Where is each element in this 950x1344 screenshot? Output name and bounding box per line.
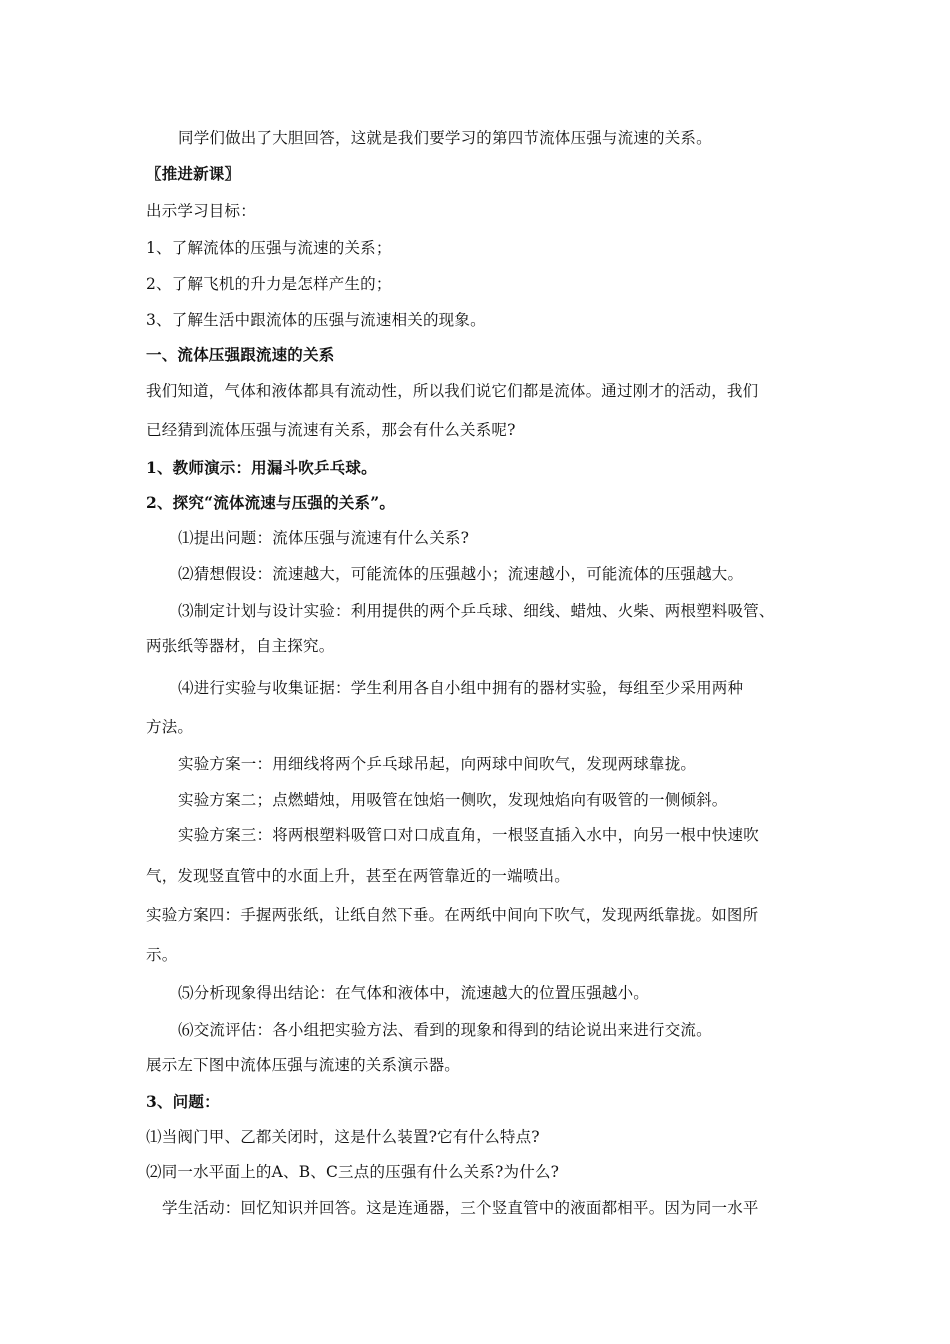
- text-line: ⑷进行实验与收集证据：学生利用各自小组中拥有的器材实验，每组至少采用两种: [178, 679, 744, 697]
- text-line: 出示学习目标：: [146, 202, 256, 220]
- text-line: 我们知道，气体和液体都具有流动性，所以我们说它们都是流体。通过刚才的活动，我们: [146, 382, 759, 400]
- text-line: 已经猜到流体压强与流速有关系，那会有什么关系呢?: [146, 421, 516, 439]
- question-item: ⑵同一水平面上的A、B、C三点的压强有什么关系?为什么?: [146, 1163, 560, 1181]
- text-line: 同学们做出了大胆回答，这就是我们要学习的第四节流体压强与流速的关系。: [178, 129, 712, 147]
- experiment-plan: 实验方案三：将两根塑料吸管口对口成直角，一根竖直插入水中，向另一根中快速吹: [178, 826, 759, 844]
- experiment-plan: 实验方案一：用细线将两个乒乓球吊起，向两球中间吹气，发现两球靠拢。: [178, 755, 697, 773]
- experiment-plan: 实验方案四：手握两张纸，让纸自然下垂。在两纸中间向下吹气，发现两纸靠拢。如图所: [146, 906, 759, 924]
- experiment-plan: 实验方案二；点燃蜡烛，用吸管在蚀焰一侧吹，发现烛焰向有吸管的一侧倾斜。: [178, 791, 728, 809]
- text-line: 展示左下图中流体压强与流速的关系演示器。: [146, 1056, 461, 1074]
- text-line: 示。: [146, 946, 178, 964]
- step-heading: 2、探究“流体流速与压强的关系”。: [146, 493, 396, 512]
- question-item: ⑴当阀门甲、乙都关闭时，这是什么装置?它有什么特点?: [146, 1128, 540, 1146]
- section-heading: 一、流体压强跟流速的关系: [146, 345, 335, 364]
- step-heading: 3、问题：: [146, 1092, 220, 1111]
- step-heading: 1、教师演示：用漏斗吹乒乓球。: [146, 458, 377, 477]
- section-heading: 〖推进新课〗: [146, 164, 241, 183]
- text-line: ⑹交流评估：各小组把实验方法、看到的现象和得到的结论说出来进行交流。: [178, 1021, 712, 1039]
- objective-item: 2、了解飞机的升力是怎样产生的；: [146, 275, 392, 293]
- text-line: 两张纸等器材，自主探究。: [146, 637, 335, 655]
- objective-item: 1、了解流体的压强与流速的关系；: [146, 239, 392, 257]
- text-line: 方法。: [146, 718, 194, 736]
- objective-item: 3、了解生活中跟流体的压强与流速相关的现象。: [146, 311, 486, 329]
- text-line: ⑶制定计划与设计实验：利用提供的两个乒乓球、细线、蜡烛、火柴、两根塑料吸管、: [178, 602, 775, 620]
- text-line: ⑸分析现象得出结论：在气体和液体中，流速越大的位置压强越小。: [178, 984, 650, 1002]
- text-line: ⑵猜想假设：流速越大，可能流体的压强越小；流速越小，可能流体的压强越大。: [178, 565, 744, 583]
- text-line: 学生活动：回忆知识并回答。这是连通器，三个竖直管中的液面都相平。因为同一水平: [162, 1199, 759, 1217]
- text-line: ⑴提出问题：流体压强与流速有什么关系?: [178, 529, 470, 547]
- text-line: 气，发现竖直管中的水面上升，甚至在两管靠近的一端喷出。: [146, 867, 570, 885]
